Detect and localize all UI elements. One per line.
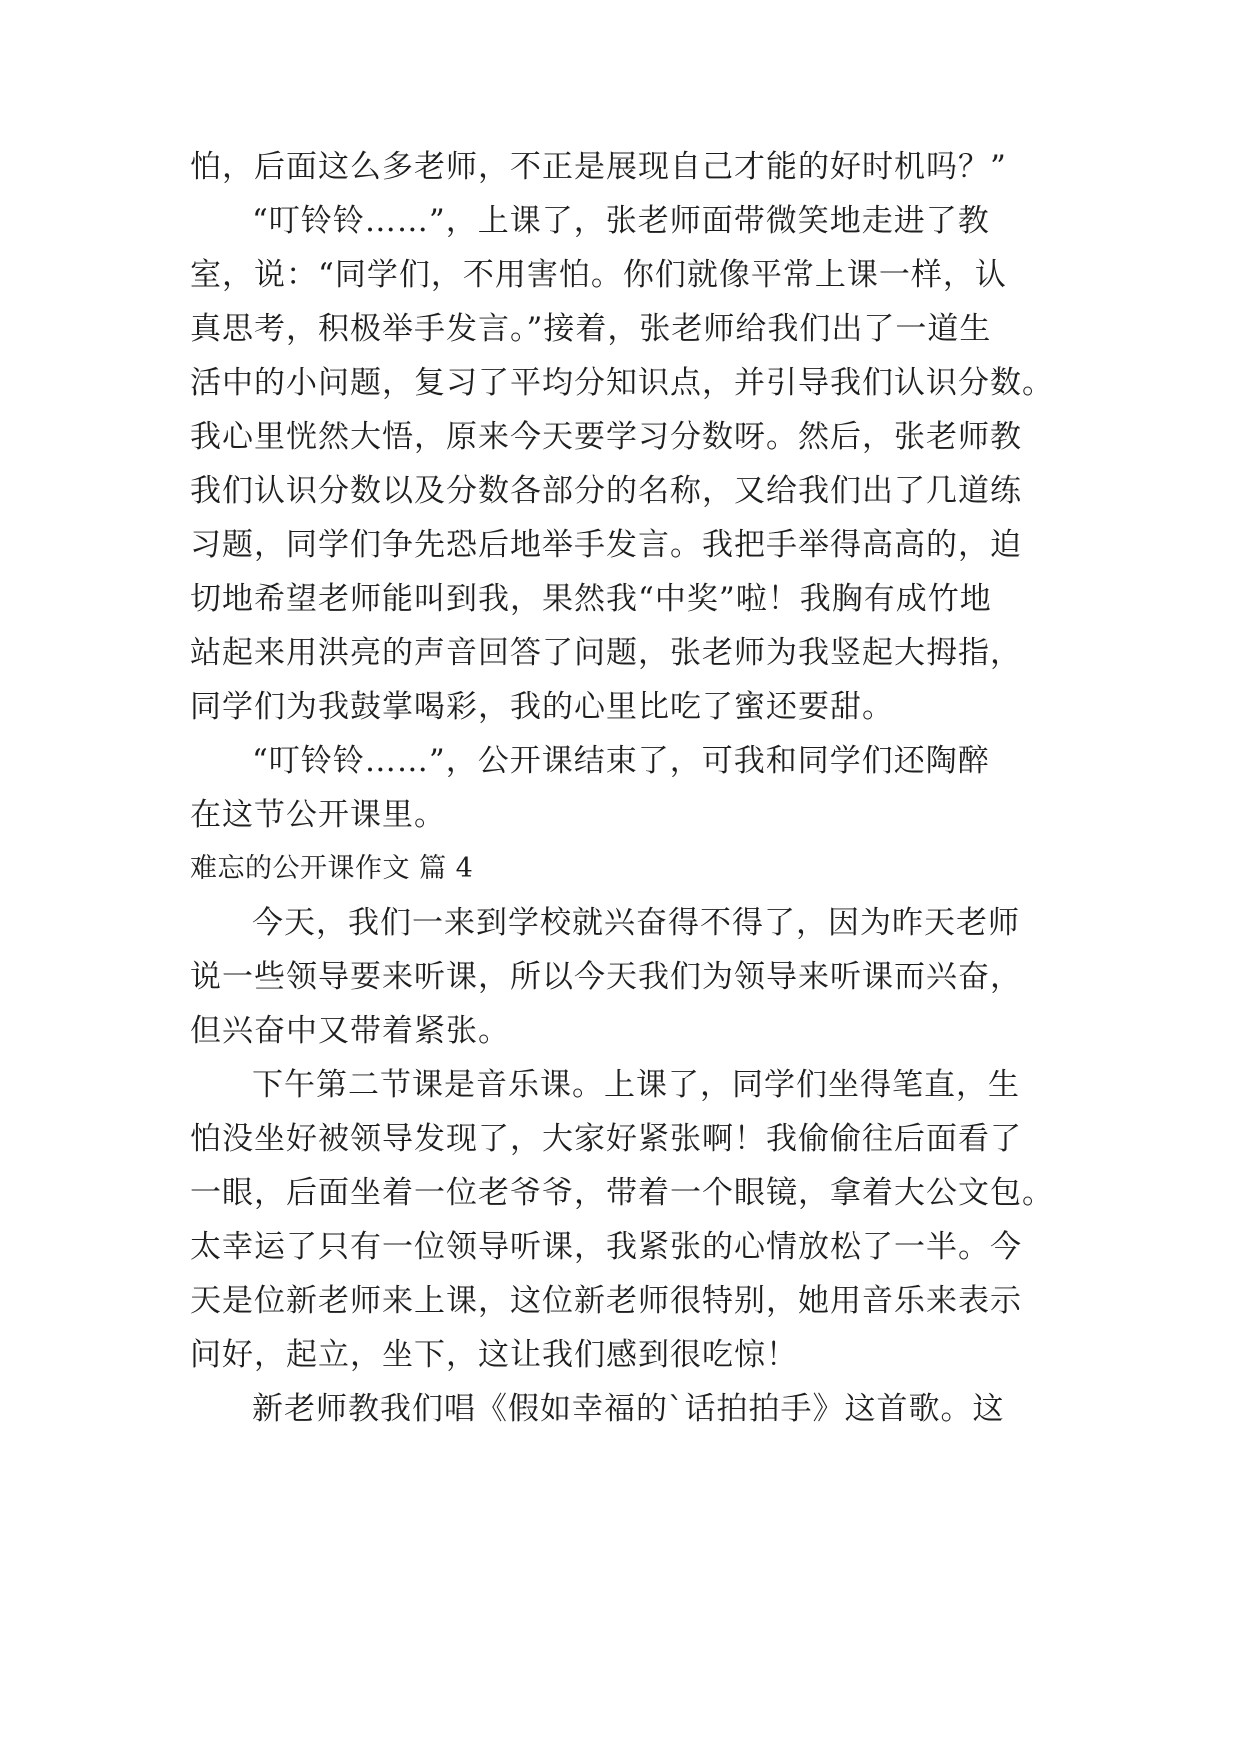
text-line: 在这节公开课里。 — [190, 797, 446, 833]
text-line: 习题，同学们争先恐后地举手发言。我把手举得高高的，迫 — [190, 527, 1022, 563]
paragraph-start-line: 今天，我们一来到学校就兴奋得不得了，因为昨天老师 — [252, 905, 1020, 941]
text-line: 同学们为我鼓掌喝彩，我的心里比吃了蜜还要甜。 — [190, 689, 894, 725]
text-line: 怕，后面这么多老师，不正是展现自己才能的好时机吗？” — [190, 149, 1007, 185]
text-line: 问好，起立，坐下，这让我们感到很吃惊！ — [190, 1337, 798, 1373]
text-line: 站起来用洪亮的声音回答了问题，张老师为我竖起大拇指， — [190, 635, 1022, 671]
text-line: 室，说：“同学们，不用害怕。你们就像平常上课一样，认 — [190, 257, 1007, 293]
text-line: 我心里恍然大悟，原来今天要学习分数呀。然后，张老师教 — [190, 419, 1022, 455]
text-line: 天是位新老师来上课，这位新老师很特别，她用音乐来表示 — [190, 1283, 1022, 1319]
text-line: 太幸运了只有一位领导听课，我紧张的心情放松了一半。今 — [190, 1229, 1022, 1265]
paragraph-start-line: “叮铃铃……”，上课了，张老师面带微笑地走进了教 — [252, 203, 990, 239]
text-line: 我们认识分数以及分数各部分的名称，又给我们出了几道练 — [190, 473, 1022, 509]
paragraph-start-line: “叮铃铃……”，公开课结束了，可我和同学们还陶醉 — [252, 743, 990, 779]
text-line: 真思考，积极举手发言。”接着，张老师给我们出了一道生 — [190, 311, 992, 347]
text-line: 切地希望老师能叫到我，果然我“中奖”啦！我胸有成竹地 — [190, 581, 992, 617]
paragraph-start-line: 下午第二节课是音乐课。上课了，同学们坐得笔直，生 — [252, 1067, 1020, 1103]
paragraph-start-line: 新老师教我们唱《假如幸福的`话拍拍手》这首歌。这 — [252, 1391, 1005, 1427]
section-heading: 难忘的公开课作文 篇 4 — [190, 853, 474, 884]
text-line: 一眼，后面坐着一位老爷爷，带着一个眼镜，拿着大公文包。 — [190, 1175, 1054, 1211]
text-line: 但兴奋中又带着紧张。 — [190, 1013, 510, 1049]
text-line: 活中的小问题，复习了平均分知识点，并引导我们认识分数。 — [190, 365, 1054, 401]
text-line: 怕没坐好被领导发现了，大家好紧张啊！我偷偷往后面看了 — [190, 1121, 1022, 1157]
text-line: 说一些领导要来听课，所以今天我们为领导来听课而兴奋， — [190, 959, 1022, 995]
